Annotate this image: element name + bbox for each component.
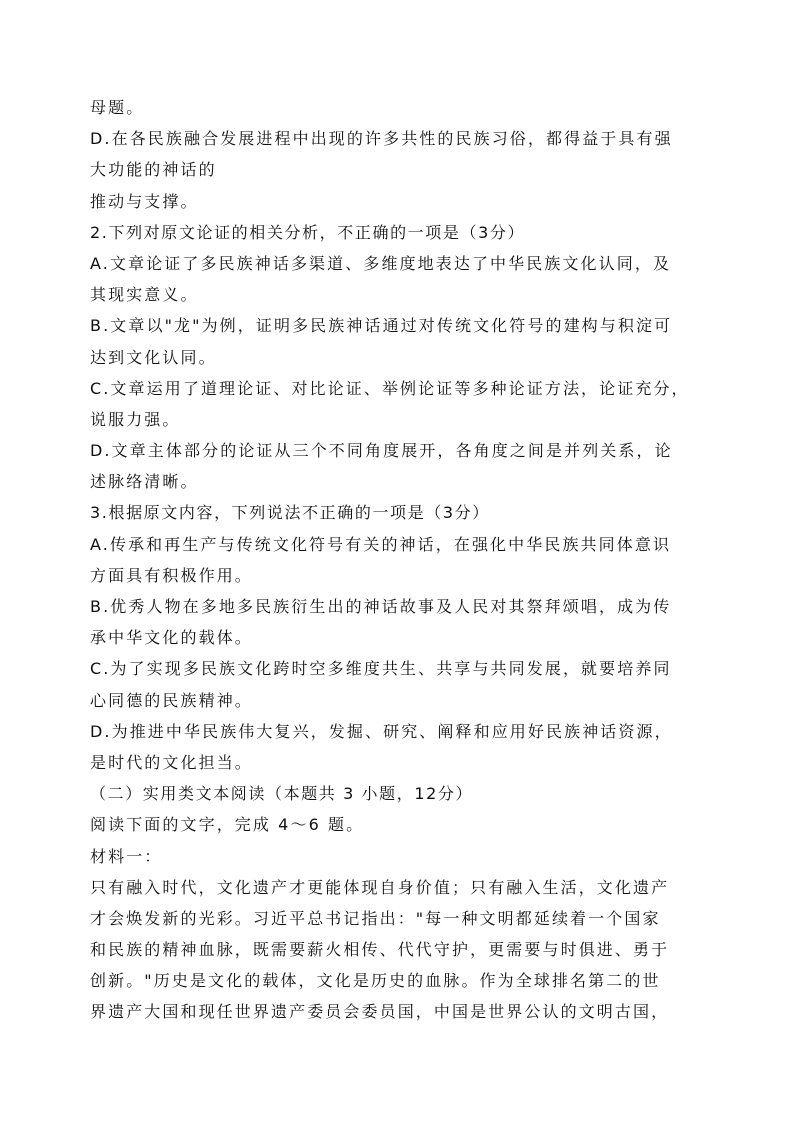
text-line: 是时代的文化担当。 bbox=[90, 752, 253, 772]
option-d-text: D.为推进中华民族伟大复兴，发掘、研究、阐释和应用好民族神话资源， bbox=[90, 721, 673, 741]
text-line: 承中华文化的载体。 bbox=[90, 628, 253, 648]
option-c-text: C.文章运用了道理论证、对比论证、举例论证等多种论证方法，论证充分， bbox=[90, 378, 690, 398]
text-line: 述脉络清晰。 bbox=[90, 472, 199, 492]
text-line: 其现实意义。 bbox=[90, 285, 199, 305]
section-heading: （二）实用类文本阅读（本题共 3 小题，12分） bbox=[90, 784, 474, 804]
document-body bbox=[90, 92, 702, 1028]
paragraph-line: 和民族的精神血脉，既需要薪火相传、代代守护，更需要与时俱进、勇于 bbox=[90, 940, 670, 960]
paragraph-line: 界遗产大国和现任世界遗产委员会委员国，中国是世界公认的文明古国， bbox=[90, 1002, 670, 1022]
text-line: 方面具有积极作用。 bbox=[90, 565, 253, 585]
instruction-text: 阅读下面的文字，完成 4～6 题。 bbox=[90, 815, 365, 835]
material-label: 材料一： bbox=[90, 846, 163, 866]
paragraph-line: 才会焕发新的光彩。习近平总书记指出："每一种文明都延续着一个国家 bbox=[90, 908, 661, 928]
text-line: 达到文化认同。 bbox=[90, 347, 217, 367]
option-a-text: A.文章论证了多民族神话多渠道、多维度地表达了中华民族文化认同，及 bbox=[90, 253, 672, 273]
option-d-text: D.在各民族融合发展进程中出现的许多共性的民族习俗，都得益于具有强 bbox=[90, 129, 673, 149]
question-2-stem: 2.下列对原文论证的相关分析，不正确的一项是（3分） bbox=[90, 222, 526, 242]
option-c-text: C.为了实现多民族文化跨时空多维度共生、共享与共同发展，就要培养同 bbox=[90, 659, 672, 679]
option-a-text: A.传承和再生产与传统文化符号有关的神话，在强化中华民族共同体意识 bbox=[90, 534, 672, 554]
option-b-text: B.文章以"龙"为例，证明多民族神话通过对传统文化符号的建构与积淀可 bbox=[90, 316, 673, 336]
text-line: 母题。 bbox=[90, 98, 145, 117]
text-line: 推动与支撑。 bbox=[90, 191, 199, 211]
text-line: 大功能的神话的 bbox=[90, 160, 217, 180]
text-line: 心同德的民族精神。 bbox=[90, 690, 253, 710]
paragraph-line: 只有融入时代，文化遗产才更能体现自身价值；只有融入生活，文化遗产 bbox=[90, 877, 670, 897]
text-line: 说服力强。 bbox=[90, 409, 181, 429]
paragraph-line: 创新。"历史是文化的载体，文化是历史的血脉。作为全球排名第二的世 bbox=[90, 971, 661, 991]
question-3-stem: 3.根据原文内容，下列说法不正确的一项是（3分） bbox=[90, 503, 490, 523]
option-d-text: D.文章主体部分的论证从三个不同角度展开，各角度之间是并列关系，论 bbox=[90, 441, 673, 461]
option-b-text: B.优秀人物在多地多民族衍生出的神话故事及人民对其祭拜颂唱，成为传 bbox=[90, 597, 672, 616]
